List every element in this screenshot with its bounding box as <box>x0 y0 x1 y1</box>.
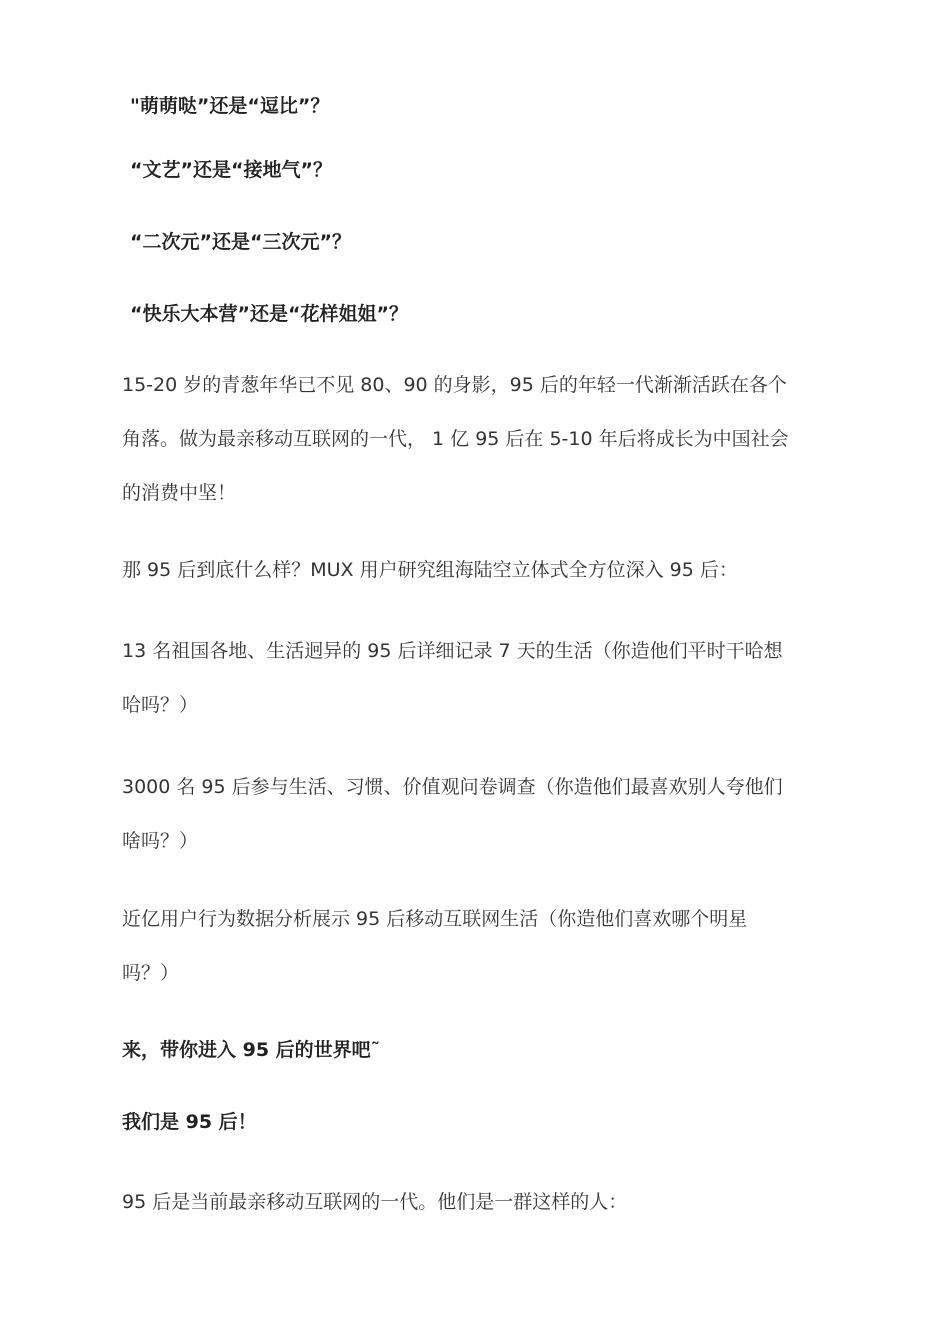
method-1-line-2: 哈吗？） <box>122 694 199 716</box>
question-2: “文艺”还是“接地气”？ <box>130 159 332 181</box>
method-3-line-2: 吗？） <box>122 962 180 984</box>
method-3-line-1: 近亿用户行为数据分析展示 95 后移动互联网生活（你造他们喜欢哪个明星 <box>122 908 748 930</box>
section-heading: 我们是 95 后！ <box>122 1111 257 1133</box>
method-2-line-2: 啥吗？） <box>122 830 199 852</box>
method-1-line-1: 13 名祖国各地、生活迥异的 95 后详细记录 7 天的生活（你造他们平时干哈想 <box>122 640 783 662</box>
intro-line-2: 角落。做为最亲移动互联网的一代， 1 亿 95 后在 5-10 年后将成长为中国社会 <box>122 428 789 450</box>
method-2-line-1: 3000 名 95 后参与生活、习惯、价值观问卷调查（你造他们最喜欢别人夸他们 <box>122 776 783 798</box>
intro-line-3: 的消费中坚！ <box>122 482 237 504</box>
question-4: “快乐大本营”还是“花样姐姐”？ <box>130 303 408 325</box>
question-1: "萌萌哒”还是“逗比”？ <box>130 95 330 117</box>
question-3: “二次元”还是“三次元”？ <box>130 231 351 253</box>
intro-line-1: 15-20 岁的青葱年华已不见 80、90 的身影，95 后的年轻一代渐渐活跃在各个 <box>122 374 787 396</box>
section-text: 95 后是当前最亲移动互联网的一代。他们是一群这样的人： <box>122 1191 628 1213</box>
research-intro: 那 95 后到底什么样？MUX 用户研究组海陆空立体式全方位深入 95 后： <box>122 559 738 581</box>
cta-text: 来，带你进入 95 后的世界吧˜ <box>122 1039 381 1061</box>
